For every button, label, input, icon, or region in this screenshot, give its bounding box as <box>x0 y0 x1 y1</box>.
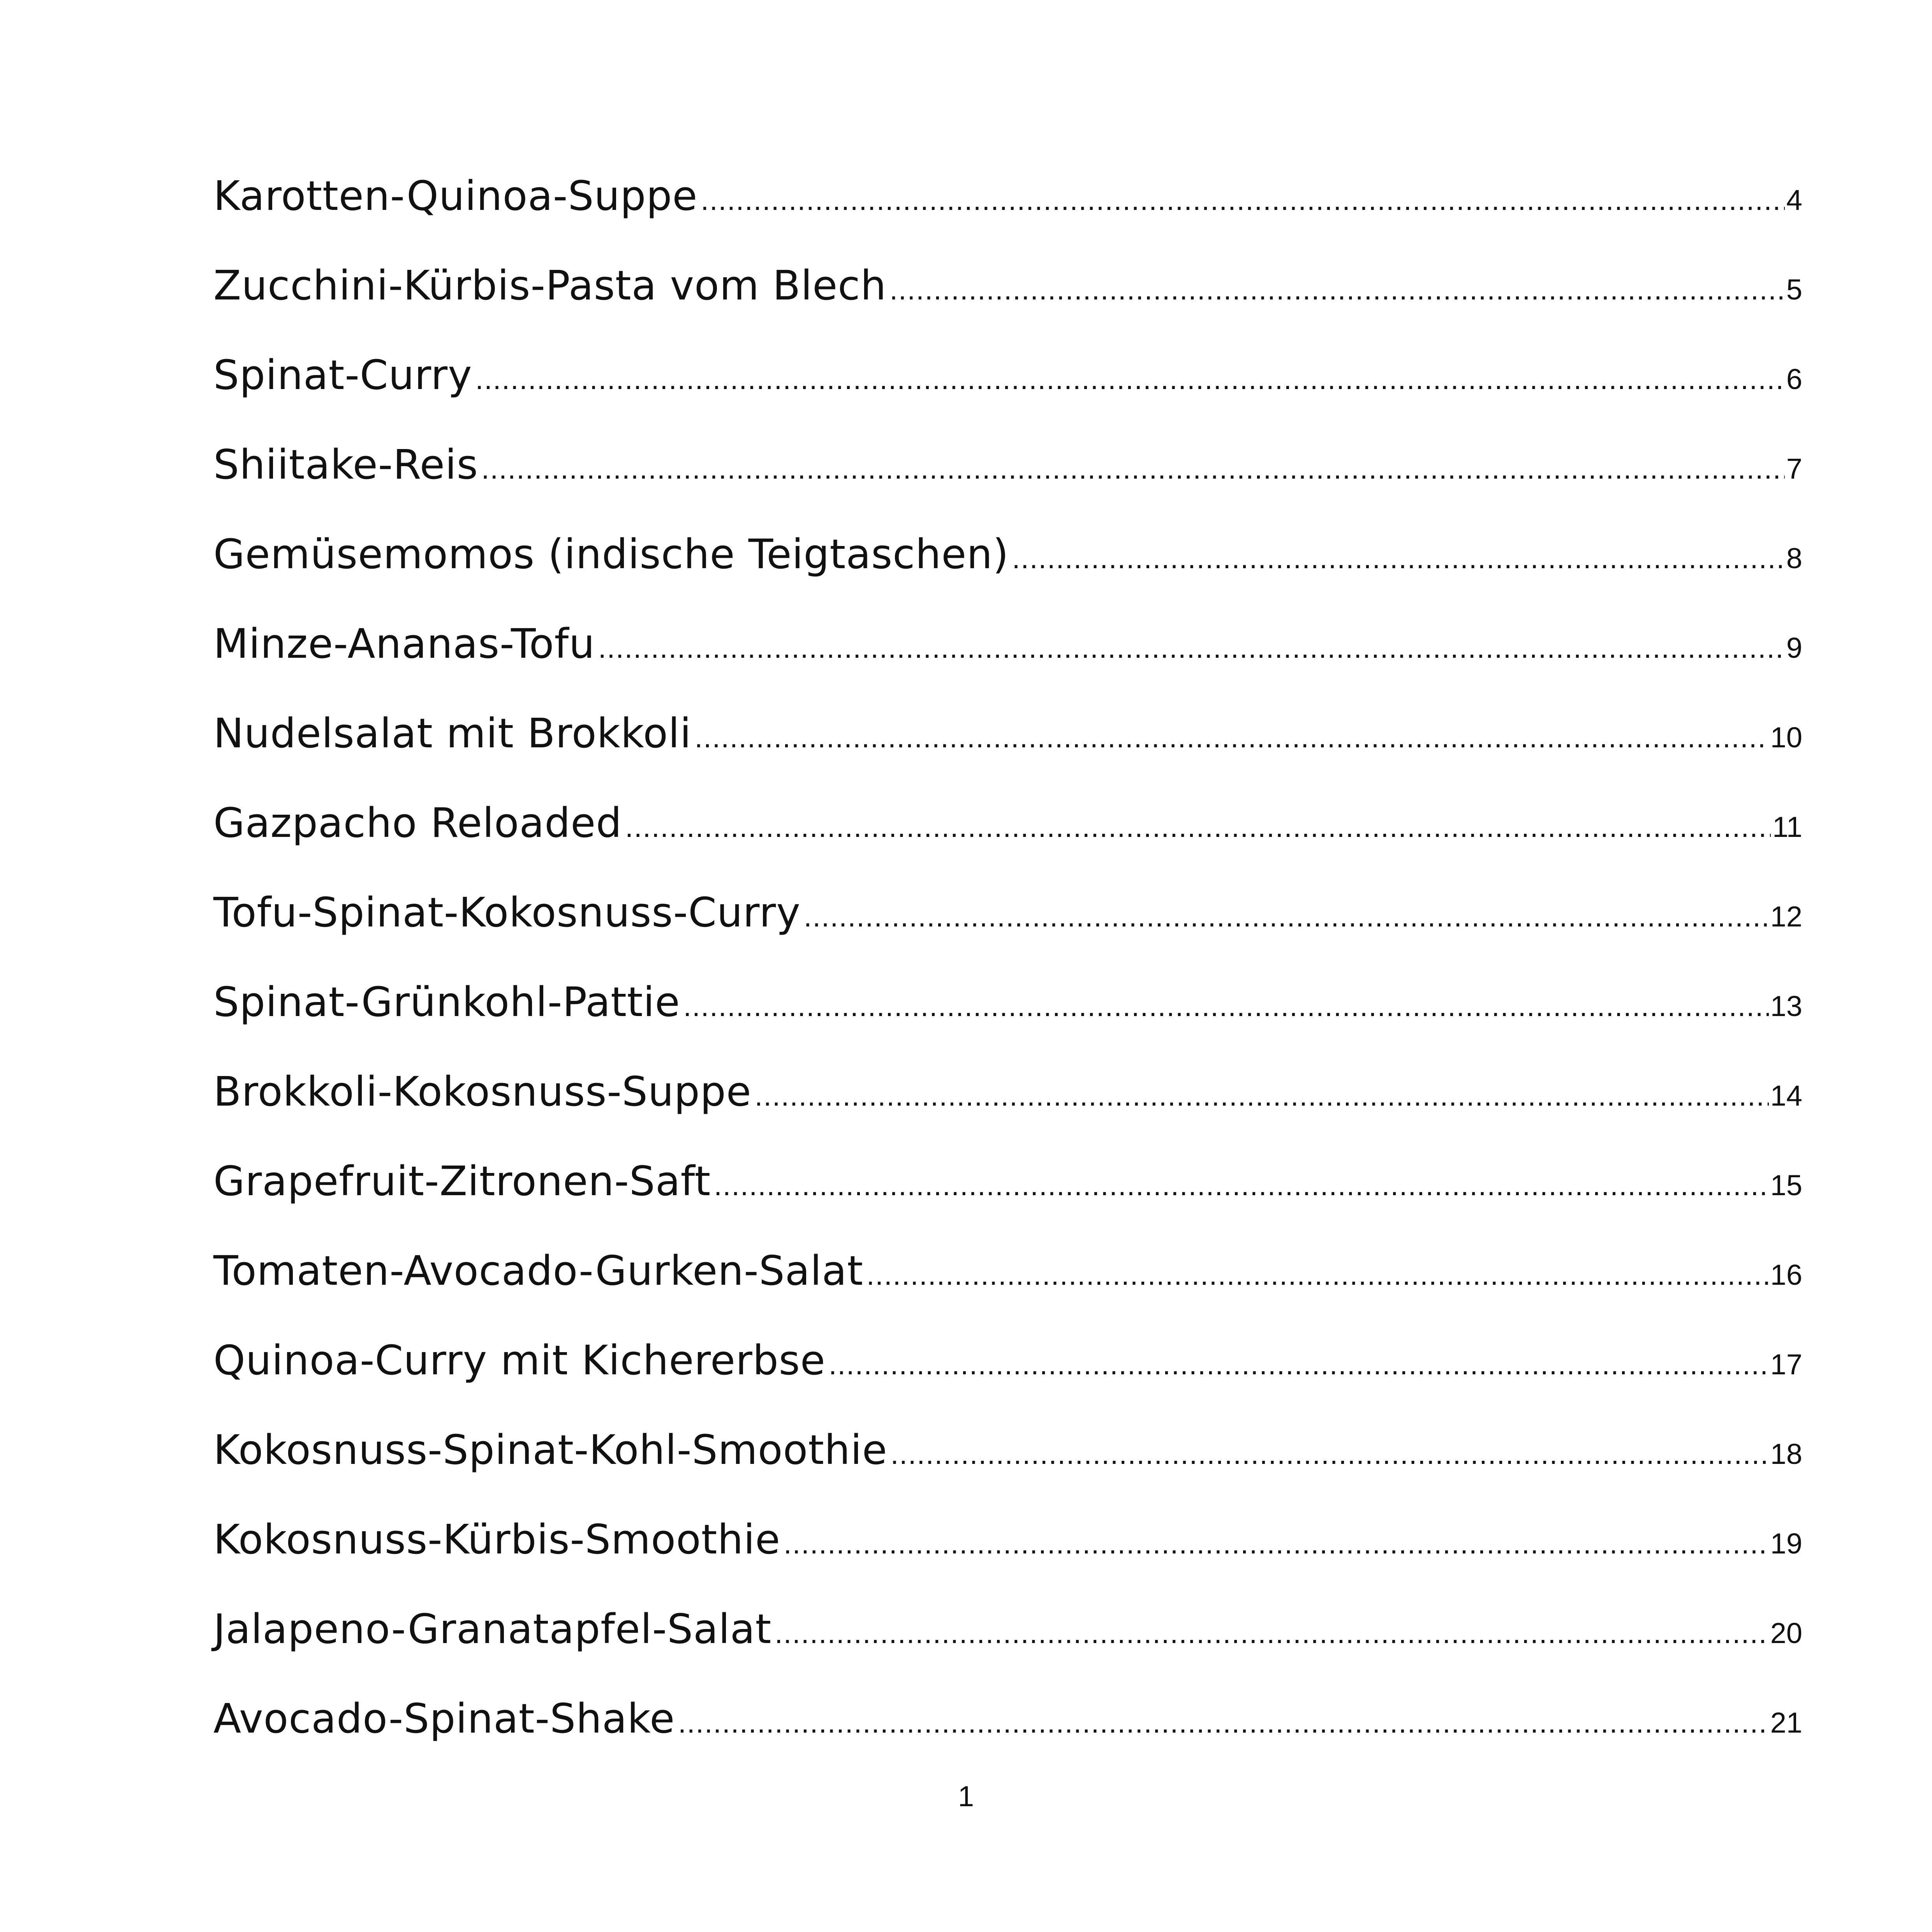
toc-entry-title: Kokosnuss-Kürbis-Smoothie <box>213 1516 781 1563</box>
toc-entry-page: 5 <box>1786 273 1802 306</box>
toc-entry[interactable] <box>213 530 1802 620</box>
toc-entry-page: 11 <box>1772 811 1802 843</box>
toc-dot-leader <box>775 1617 1768 1650</box>
toc-entry[interactable] <box>213 889 1802 978</box>
toc-dot-leader <box>829 1348 1769 1381</box>
toc-entry[interactable] <box>213 262 1802 351</box>
toc-entry[interactable] <box>213 710 1802 799</box>
toc-entry-page: 16 <box>1770 1259 1802 1291</box>
toc-entry-title: Quinoa-Curry mit Kichererbse <box>213 1337 826 1384</box>
toc-entry-title: Brokkoli-Kokosnuss-Suppe <box>213 1068 752 1115</box>
toc-entry-page: 10 <box>1770 721 1802 754</box>
toc-dot-leader <box>701 183 1784 217</box>
toc-entry-title: Shiitake-Reis <box>213 441 478 488</box>
toc-entry[interactable] <box>213 620 1802 710</box>
toc-entry-page: 18 <box>1770 1438 1802 1470</box>
toc-entry-page: 17 <box>1770 1348 1802 1381</box>
toc-dot-leader <box>625 810 1771 844</box>
toc-dot-leader <box>755 1079 1769 1112</box>
toc-entry[interactable] <box>213 172 1802 262</box>
toc-entry[interactable] <box>213 1605 1802 1695</box>
toc-entry-page: 12 <box>1770 900 1802 933</box>
toc-entry-page: 7 <box>1786 453 1802 485</box>
toc-entry[interactable] <box>213 799 1802 889</box>
toc-entry-title: Gemüsemomos (indische Teigtaschen) <box>213 530 1009 578</box>
toc-entry-title: Nudelsalat mit Brokkoli <box>213 710 692 757</box>
toc-entry-title: Spinat-Grünkohl-Pattie <box>213 978 680 1026</box>
toc-entry[interactable] <box>213 1247 1802 1337</box>
toc-entry-page: 9 <box>1786 632 1802 664</box>
toc-entry-title: Zucchini-Kürbis-Pasta vom Blech <box>213 262 887 309</box>
toc-entry-title: Grapefruit-Zitronen-Saft <box>213 1157 711 1205</box>
toc-entry-title: Minze-Ananas-Tofu <box>213 620 595 667</box>
toc-entry-page: 20 <box>1770 1617 1802 1649</box>
toc-entry[interactable] <box>213 1426 1802 1516</box>
toc-entry-page: 6 <box>1786 363 1802 395</box>
toc-entry-title: Kokosnuss-Spinat-Kohl-Smoothie <box>213 1426 888 1474</box>
toc-entry[interactable] <box>213 978 1802 1068</box>
toc-entry[interactable] <box>213 1068 1802 1157</box>
toc-entry-page: 13 <box>1770 990 1802 1022</box>
toc-entry-page: 21 <box>1770 1707 1802 1739</box>
toc-dot-leader <box>695 721 1769 754</box>
toc-dot-leader <box>891 1437 1769 1471</box>
toc-entry-title: Avocado-Spinat-Shake <box>213 1695 675 1742</box>
toc-entry[interactable] <box>213 1516 1802 1605</box>
toc-entry-title: Tomaten-Avocado-Gurken-Salat <box>213 1247 863 1294</box>
toc-entry[interactable] <box>213 351 1802 441</box>
toc-entry-title: Karotten-Quinoa-Suppe <box>213 172 698 220</box>
toc-entry[interactable] <box>213 1157 1802 1247</box>
toc-entry-title: Gazpacho Reloaded <box>213 799 622 847</box>
toc-dot-leader <box>804 900 1769 933</box>
toc-entry[interactable] <box>213 1337 1802 1426</box>
toc-dot-leader <box>889 273 1784 306</box>
toc-entry-page: 14 <box>1770 1080 1802 1112</box>
toc-entry-page: 15 <box>1770 1169 1802 1201</box>
toc-entry-page: 4 <box>1786 184 1802 216</box>
toc-entry-page: 8 <box>1786 542 1802 574</box>
page-number: 1 <box>958 1780 974 1812</box>
toc-entry-page: 19 <box>1770 1527 1802 1560</box>
toc-entry[interactable] <box>213 441 1802 530</box>
toc-dot-leader <box>714 1169 1768 1202</box>
toc-dot-leader <box>1012 542 1785 575</box>
toc-dot-leader <box>678 1706 1768 1739</box>
toc-dot-leader <box>598 631 1785 664</box>
toc-entry-title: Jalapeno-Granatapfel-Salat <box>213 1605 772 1653</box>
toc-dot-leader <box>476 363 1785 396</box>
toc-entry-title: Tofu-Spinat-Kokosnuss-Curry <box>213 889 801 936</box>
table-of-contents <box>213 172 1802 1784</box>
toc-dot-leader <box>481 452 1785 485</box>
toc-entry[interactable] <box>213 1695 1802 1784</box>
toc-dot-leader <box>866 1258 1769 1291</box>
toc-dot-leader <box>784 1527 1769 1560</box>
toc-dot-leader <box>683 990 1769 1023</box>
toc-entry-title: Spinat-Curry <box>213 351 472 399</box>
